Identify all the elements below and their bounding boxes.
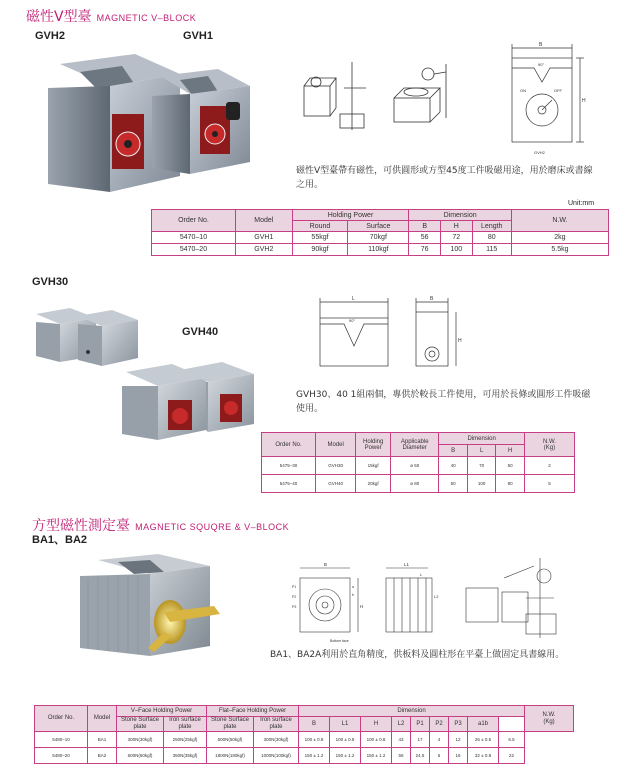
cell-model: BA1 (88, 732, 117, 748)
gvh-diagram-h: H (582, 98, 586, 104)
table-row (35, 732, 574, 748)
gvh30-dimension-diagram (312, 292, 472, 372)
th-h: H (496, 445, 524, 457)
th-holding-power: Holding Power (356, 433, 391, 457)
th-holding-power: Holding Power (292, 210, 409, 221)
cell-model: GVH30 (315, 457, 355, 475)
th-p1: P1 (411, 717, 430, 732)
th-dimension: Dimension (299, 706, 525, 717)
ba-dimension-diagram (290, 558, 620, 646)
gvh30-blocks (36, 308, 138, 366)
gvh30-diagram-l: L (352, 296, 355, 302)
cell-l1: 100 ± 0.8 (330, 732, 361, 748)
cell-holding-power: 15kgf (356, 457, 391, 475)
ba-diagram-b: B (324, 562, 328, 567)
section3-description: BA1、BA2A利用於直角精度，供板料及圓柱形在平臺上做固定具書線用。 (270, 650, 565, 660)
ba-diagram-p1: P1 (292, 585, 297, 589)
section3-title-en: MAGNETIC SQUQRE & V–BLOCK (135, 522, 290, 532)
cell-p1: 17 (411, 732, 430, 748)
th-h: H (361, 717, 392, 732)
cell-vface-iron: 350N(35kgf) (164, 748, 207, 764)
cell-flat-stone: 1800N(180kgf) (207, 748, 254, 764)
th-l1: L1 (330, 717, 361, 732)
ba-diagram-a: a (352, 585, 354, 589)
gvh-diagram-angle: 90° (538, 62, 545, 67)
th-ab: a1b (468, 717, 499, 732)
ba-diagram-h: H (360, 604, 364, 609)
cell-vface-iron: 250N(25kgf) (164, 732, 207, 748)
cell-round: 90kgf (292, 244, 348, 256)
cell-order: 5475–30 (262, 457, 316, 475)
cell-vface-stone: 600N(60kgf) (117, 748, 164, 764)
cell-p1: 24.5 (411, 748, 430, 764)
section1-unit: Unit:mm (568, 200, 595, 207)
cell-b: 150 ± 1.2 (299, 748, 330, 764)
cell-b: 56 (409, 232, 441, 244)
th-applicable-diameter: Applicable Diameter (391, 433, 439, 457)
th-nw-unit: (Kg) (543, 718, 555, 725)
cell-flat-stone: 500N(50kgf) (207, 732, 254, 748)
th-l2: L2 (392, 717, 411, 732)
cell-surface: 110kgf (348, 244, 409, 256)
cell-model: BA2 (88, 748, 117, 764)
th-l: L (467, 445, 496, 457)
th-model: Model (88, 706, 117, 732)
cell-p2: 4 (430, 732, 449, 748)
th-model: Model (315, 433, 355, 457)
cell-h: 80 (496, 475, 524, 493)
cell-b: 100 ± 0.8 (299, 732, 330, 748)
cell-vface-stone: 300N(30kgf) (117, 732, 164, 748)
cell-h: 50 (496, 457, 524, 475)
cell-nw: 2kg (511, 232, 608, 244)
th-model: Model (235, 210, 292, 232)
model-label-gvh30: GVH30 (32, 276, 69, 288)
th-h: H (441, 221, 473, 232)
cell-l: 70 (467, 457, 496, 475)
gvh-dimension-diagram (500, 38, 590, 160)
cell-diameter: ø 50 (391, 457, 439, 475)
th-nw-label: N.W. (542, 438, 556, 445)
cell-l2: 56 (392, 748, 411, 764)
cell-round: 55kgf (292, 232, 348, 244)
cell-b: 76 (409, 244, 441, 256)
cell-p2: 5 (430, 748, 449, 764)
model-label-ba: BA1、BA2 (32, 534, 88, 546)
th-surface: Surface (348, 221, 409, 232)
ba-diagram-p2: P2 (292, 595, 297, 599)
model-label-gvh2: GVH2 (35, 30, 65, 42)
cell-h: 100 ± 0.8 (361, 732, 392, 748)
th-order-no: Order No. (35, 706, 88, 732)
th-round: Round (292, 221, 348, 232)
cell-ab: 26 ± 0.5 (468, 732, 499, 748)
cell-model: GVH1 (235, 232, 292, 244)
cell-order: 5480–10 (35, 732, 88, 748)
gvh-diagram-b: B (539, 42, 543, 48)
cell-nw: 5.5kg (511, 244, 608, 256)
cell-nw: 6.5 (499, 732, 525, 748)
cell-p3: 12 (449, 732, 468, 748)
section1-title-cn: 磁性V型臺 (26, 9, 92, 25)
th-stone-f: Stone Surface plate (207, 717, 254, 732)
gvh30-diagram-b: B (430, 296, 434, 302)
th-nw-label: N.W. (542, 711, 556, 718)
gvh-diagram-on: ON (520, 88, 526, 93)
model-label-gvh1: GVH1 (183, 30, 213, 42)
section1-title (26, 6, 196, 26)
ba-diagram-l2: L2 (434, 594, 439, 599)
cell-flat-iron: 1000N(100kgf) (254, 748, 299, 764)
ba-spec-table (34, 705, 574, 764)
th-order-no: Order No. (152, 210, 236, 232)
th-length: Length (472, 221, 511, 232)
table-row (152, 244, 609, 256)
th-b: B (299, 717, 330, 732)
cell-p3: 16 (449, 748, 468, 764)
th-dimension: Dimension (409, 210, 512, 221)
th-p3: P3 (449, 717, 468, 732)
gvh-diagram-off: OFF (554, 88, 562, 93)
section1-description: 磁性V型臺帶有磁性，可供圓形或方型45度工件吸磁用途，用於磨床或書線之用。 (296, 166, 593, 190)
ba-diagram-p3: P3 (292, 605, 297, 609)
gvh30-diagram-angle: 90° (349, 318, 356, 323)
cell-nw: 22 (499, 748, 525, 764)
cell-nw: 5 (524, 475, 574, 493)
gvh-spec-table (151, 209, 609, 256)
th-nw-unit: (Kg) (543, 444, 556, 451)
section2-description: GVH30、40 1組兩個，專供於較長工件使用，可用於長條或圓形工件吸磁使用。 (296, 390, 591, 414)
cell-order: 5475–40 (262, 475, 316, 493)
gvh30-gvh40-product-photo (30, 300, 260, 445)
cell-model: GVH40 (315, 475, 355, 493)
cell-surface: 70kgf (348, 232, 409, 244)
th-b: B (409, 221, 441, 232)
th-iron-f: Iron surface plate (254, 717, 299, 732)
gvh-usage-sketches (296, 58, 466, 148)
cell-h: 150 ± 1.2 (361, 748, 392, 764)
cell-b: 40 (439, 457, 467, 475)
th-iron-v: Iron surface plate (164, 717, 207, 732)
ba-diagram-bottom: Bottom face (330, 639, 349, 643)
th-vface: V–Face Holding Power (117, 706, 207, 717)
table-row (262, 457, 575, 475)
th-dimension: Dimension (439, 433, 524, 445)
cell-nw: 2 (524, 457, 574, 475)
th-nw: N.W. (511, 210, 608, 232)
cell-h: 100 (441, 244, 473, 256)
th-b: B (439, 445, 467, 457)
cell-l: 100 (467, 475, 496, 493)
section3-title-cn: 方型磁性測定臺 (32, 518, 130, 534)
cell-order: 5470–10 (152, 232, 236, 244)
ba-diagram-l: L (420, 572, 423, 577)
th-order-no: Order No. (262, 433, 316, 457)
ba-diagram-b1: b (352, 593, 354, 597)
gvh-diagram-model: GVH2 (534, 150, 545, 155)
cell-l2: 43 (392, 732, 411, 748)
cell-order: 5480–20 (35, 748, 88, 764)
table-row (152, 232, 609, 244)
model-label-gvh40: GVH40 (182, 326, 219, 338)
th-flatface: Flat–Face Holding Power (207, 706, 299, 717)
ba-diagram-l1: L1 (404, 562, 410, 567)
cell-length: 80 (472, 232, 511, 244)
cell-holding-power: 20kgf (356, 475, 391, 493)
th-p2: P2 (430, 717, 449, 732)
gvh30-spec-table (261, 432, 575, 493)
cell-l1: 150 ± 1.2 (330, 748, 361, 764)
section1-title-en: MAGNETIC V–BLOCK (96, 13, 197, 23)
table-row (262, 475, 575, 493)
cell-order: 5470–20 (152, 244, 236, 256)
gvh30-diagram-h: H (458, 338, 462, 344)
th-stone-v: Stone Surface plate (117, 717, 164, 732)
th-nw (524, 433, 574, 457)
gvh40-blocks (122, 362, 254, 440)
cell-diameter: ø 80 (391, 475, 439, 493)
cell-h: 72 (441, 232, 473, 244)
cell-length: 115 (472, 244, 511, 256)
table-row (35, 748, 574, 764)
ba-product-photo (74, 552, 234, 662)
cell-flat-iron: 300N(30kgf) (254, 732, 299, 748)
cell-b: 50 (439, 475, 467, 493)
cell-model: GVH2 (235, 244, 292, 256)
th-nw (525, 706, 574, 732)
gvh-product-photo (40, 44, 260, 196)
cell-ab: 32 ± 0.8 (468, 748, 499, 764)
